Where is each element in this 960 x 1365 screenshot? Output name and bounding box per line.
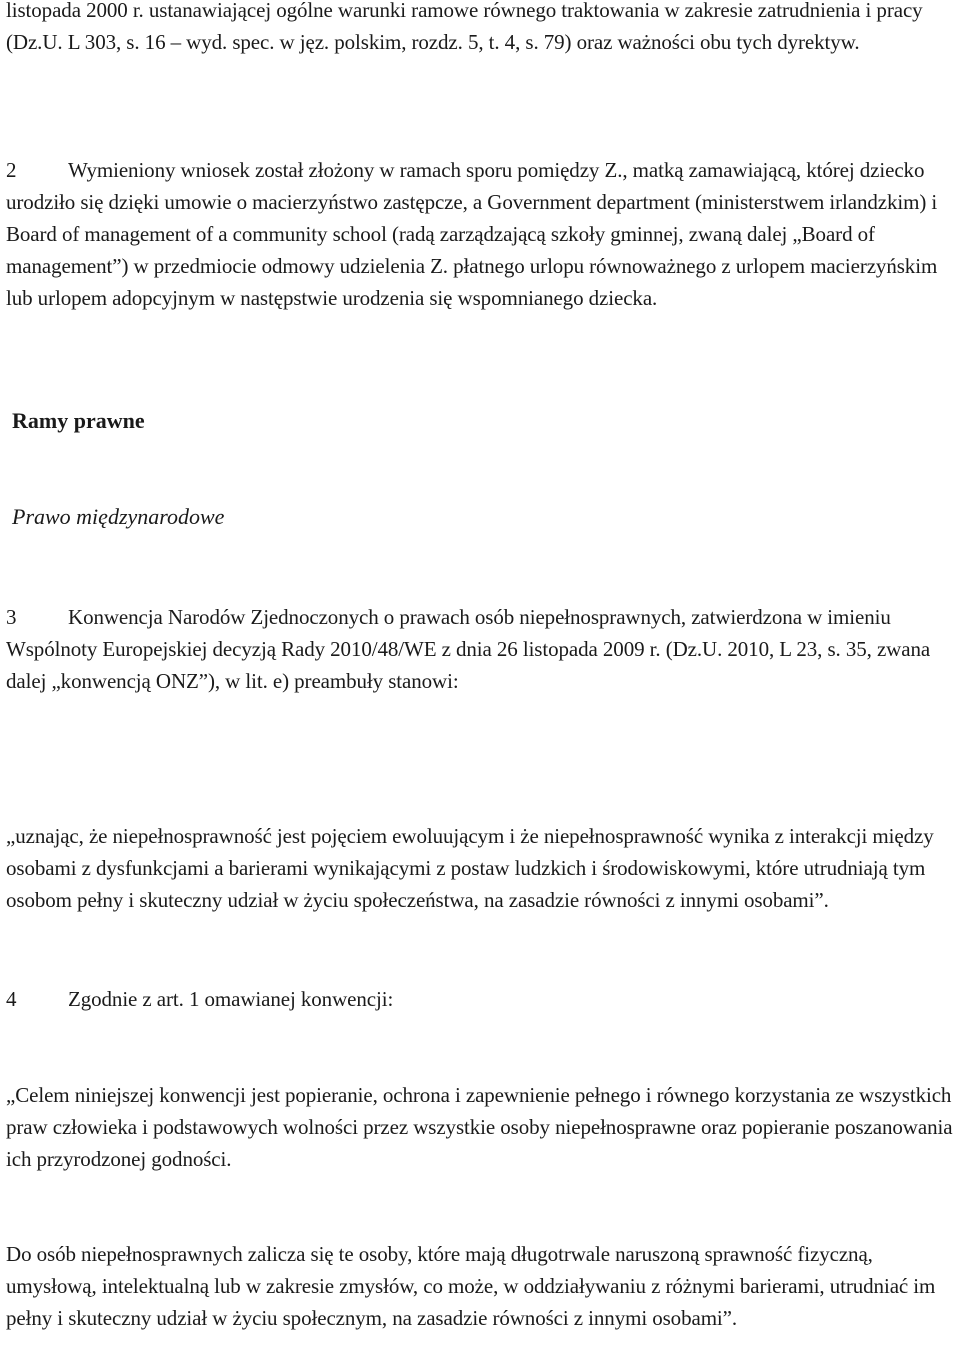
paragraph-number: 4 bbox=[6, 987, 17, 1011]
paragraph-text: Konwencja Narodów Zjednoczonych o prawach osób niepełnosprawnych, zatwierdzona w imieniu Wspólnoty Europejskiej decyzją Rady 2010/48/WE z dnia 26 listopada 2009 r. (Dz.U. 2010, L 23, s. 35, zwana dalej „konwencją ONZ”), w lit. e) preambuły stanowi: bbox=[6, 605, 931, 693]
quote-block: „Celem niniejszej konwencji jest popieranie, ochrona i zapewnienie pełnego i równego korzystania ze wszystkich praw człowieka i podstawowych wolności przez wszystkie osoby niepełnosprawne oraz popieranie poszanowania ich przyrodzonej godności. bbox=[6, 1083, 953, 1171]
paragraph-text: Zgodnie z art. 1 omawianej konwencji: bbox=[68, 987, 394, 1011]
paragraph-3 bbox=[6, 601, 954, 697]
paragraph-number: 2 bbox=[6, 158, 17, 182]
lead-paragraph: listopada 2000 r. ustanawiającej ogólne warunki ramowe równego traktowania w zakresie zatrudnienia i pracy (Dz.U. L 303, s. 16 – wyd. spec. w jęz. polskim, rozdz. 5, t. 4, s. 79) oraz ważności obu tych dyrektyw. bbox=[6, 0, 923, 54]
paragraph-2 bbox=[6, 154, 954, 314]
paragraph-number: 3 bbox=[6, 605, 17, 629]
quote-block: „uznając, że niepełnosprawność jest pojęciem ewoluującym i że niepełnosprawność wynika z interakcji między osobami z dysfunkcjami a barierami wynikającymi z postaw ludzkich i środowiskowymi, które utrudniają tym osobom pełny i skuteczny udział w życiu społeczeństwa, na zasadzie równości z innymi osobami”. bbox=[6, 824, 934, 912]
paragraph-text: Wymieniony wniosek został złożony w ramach sporu pomiędzy Z., matką zamawiającą, której dziecko urodziło się dzięki umowie o macierzyństwo zastępcze, a Government department (ministerstwem irlandzkim) i Board of management of a community school (radą zarządzającą szkoły gminnej, zwaną dalej „Board of management”) w przedmiocie odmowy udzielenia Z. płatnego urlopu równoważnego z urlopem macierzyńskim lub urlopem adopcyjnym w następstwie urodzenia się wspomnianego dziecka. bbox=[6, 158, 938, 310]
paragraph-4 bbox=[6, 983, 393, 1015]
quote-block: Do osób niepełnosprawnych zalicza się te osoby, które mają długotrwale naruszoną sprawność fizyczną, umysłową, intelektualną lub w zakresie zmysłów, co może, w oddziaływaniu z różnymi barierami, utrudniać im pełny i skuteczny udział w życiu społecznym, na zasadzie równości z innymi osobami”. bbox=[6, 1242, 936, 1330]
section-subheading: Prawo międzynarodowe bbox=[12, 504, 225, 529]
section-heading: Ramy prawne bbox=[12, 408, 145, 433]
